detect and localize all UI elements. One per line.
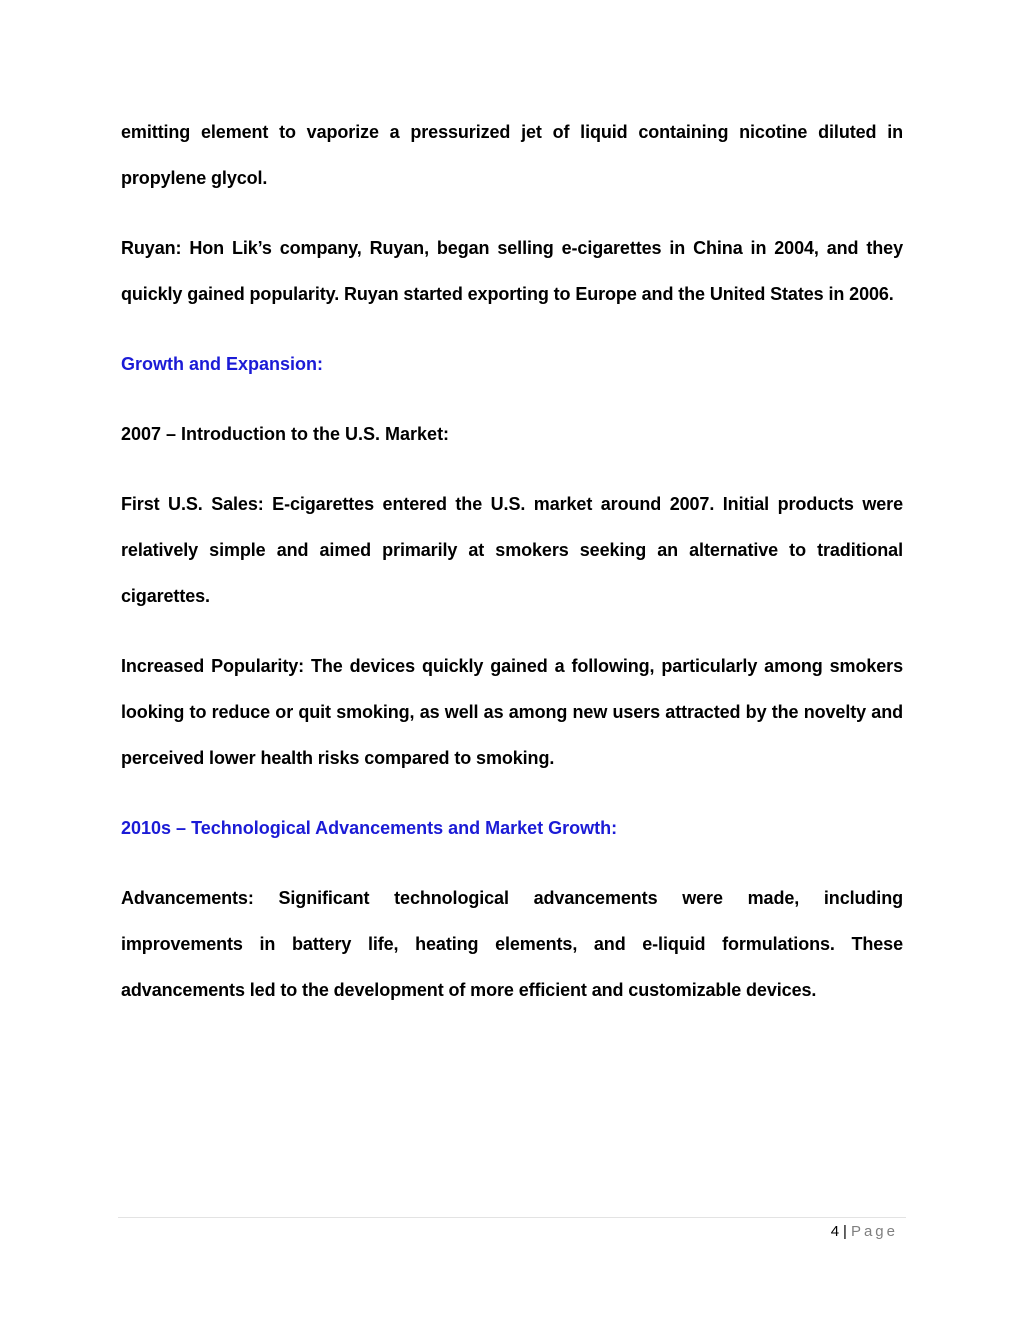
page-label: Page <box>850 1223 898 1240</box>
paragraph-increased-popularity: Increased Popularity: The devices quickly gained a following, particularly among smokers looking to reduce or quit smoking, as well as among new users attracted by the novelty and perceived lower health risks compared to smoking. <box>121 656 903 768</box>
subheading-2007: 2007 – Introduction to the U.S. Market: <box>121 424 450 444</box>
footer-separator: | <box>843 1223 847 1240</box>
paragraph-advancements: Advancements: Significant technological advancements were made, including improvements in battery life, heating elements, and e-liquid formulations. These advancements led to the development of more efficient and customizable devices. <box>121 888 903 1000</box>
paragraph-ruyan: Ruyan: Hon Lik’s company, Ruyan, began selling e-cigarettes in China in 2004, and they quickly gained popularity. Ruyan started exporting to Europe and the United States in 2006. <box>121 238 903 304</box>
paragraph-continuation: emitting element to vaporize a pressurized jet of liquid containing nicotine diluted in propylene glycol. <box>121 122 903 188</box>
paragraph-first-us-sales: First U.S. Sales: E-cigarettes entered the U.S. market around 2007. Initial products were relatively simple and aimed primarily at smokers seeking an alternative to traditional cigarettes. <box>121 494 903 606</box>
page-footer <box>831 1221 898 1243</box>
section-heading-growth: Growth and Expansion: <box>121 354 324 374</box>
footer-divider <box>118 1217 906 1218</box>
page-number: 4 <box>830 1223 840 1240</box>
document-body <box>121 109 903 1037</box>
section-heading-2010s: 2010s – Technological Advancements and Market Growth: <box>121 818 618 838</box>
